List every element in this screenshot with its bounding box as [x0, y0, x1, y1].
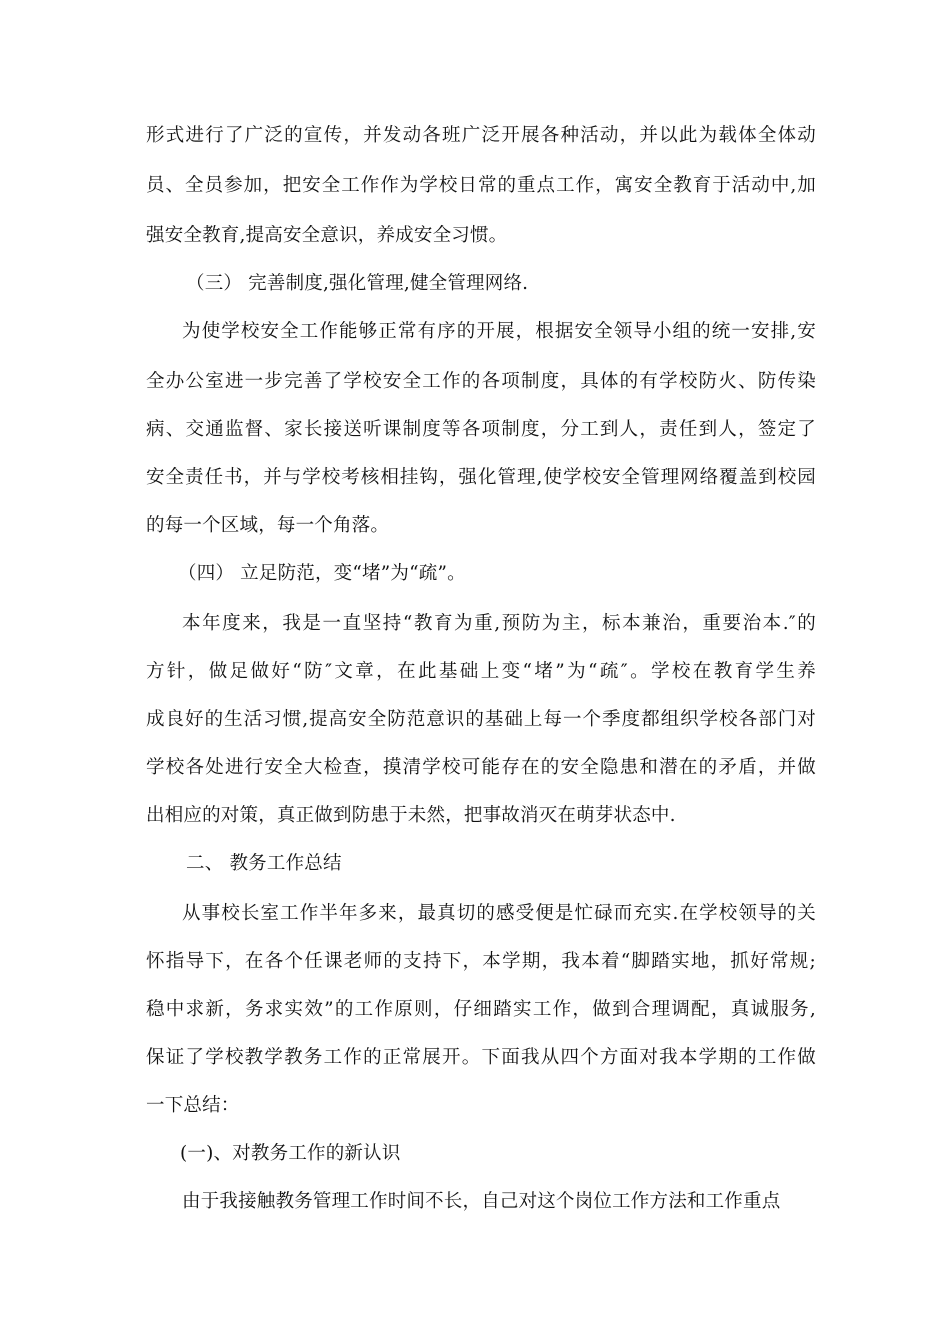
paragraph-line: 怀指导下，在各个任课老师的支持下，本学期，我本着“脚踏实地，抓好常规;: [146, 951, 816, 972]
paragraph-line: 稳中求新，务求实效”的工作原则，仔细踏实工作，做到合理调配，真诚服务,: [146, 999, 816, 1020]
paragraph-line: 由于我接触教务管理工作时间不长，自己对这个岗位工作方法和工作重点: [182, 1191, 781, 1212]
paragraph-line: 一下总结：: [146, 1095, 240, 1116]
paragraph-line: 形式进行了广泛的宣传，并发动各班广泛开展各种活动，并以此为载体全体动: [146, 125, 816, 146]
paragraph-line: 安全责任书，并与学校考核相挂钩，强化管理,使学校安全管理网络覆盖到校园: [146, 467, 816, 488]
paragraph-line: 的每一个区域，每一个角落。: [146, 515, 390, 536]
paragraph-line: 学校各处进行安全大检查，摸清学校可能存在的安全隐患和潜在的矛盾，并做: [146, 757, 816, 778]
paragraph-line: 从事校长室工作半年多来，最真切的感受便是忙碌而充实.在学校领导的关: [182, 903, 816, 924]
paragraph-line: 方针，做足做好“防″文章，在此基础上变“堵”为“疏″。学校在教育学生养: [146, 661, 816, 682]
paragraph-line: 强安全教育,提高安全意识，养成安全习惯。: [146, 225, 508, 246]
section-heading: （四） 立足防范，变“堵”为“疏”。: [178, 563, 466, 584]
paragraph-line: 保证了学校教学教务工作的正常展开。下面我从四个方面对我本学期的工作做: [146, 1047, 816, 1068]
paragraph-line: 全办公室进一步完善了学校安全工作的各项制度，具体的有学校防火、防传染: [146, 371, 816, 392]
section-heading: （三） 完善制度,强化管理,健全管理网络.: [186, 273, 529, 294]
paragraph-line: 本年度来，我是一直坚持“教育为重,预防为主，标本兼治，重要治本.″的: [182, 613, 816, 634]
section-heading: (一)、对教务工作的新认识: [180, 1143, 401, 1164]
paragraph-line: 为使学校安全工作能够正常有序的开展，根据安全领导小组的统一安排,安: [182, 321, 816, 342]
section-heading: 二、 教务工作总结: [186, 853, 342, 874]
paragraph-line: 病、交通监督、家长接送听课制度等各项制度，分工到人，责任到人，签定了: [146, 419, 816, 440]
paragraph-line: 成良好的生活习惯,提高安全防范意识的基础上每一个季度都组织学校各部门对: [146, 709, 816, 730]
paragraph-line: 出相应的对策，真正做到防患于未然，把事故消灭在萌芽状态中.: [146, 805, 676, 826]
paragraph-line: 员、全员参加，把安全工作作为学校日常的重点工作，寓安全教育于活动中,加: [146, 175, 816, 196]
